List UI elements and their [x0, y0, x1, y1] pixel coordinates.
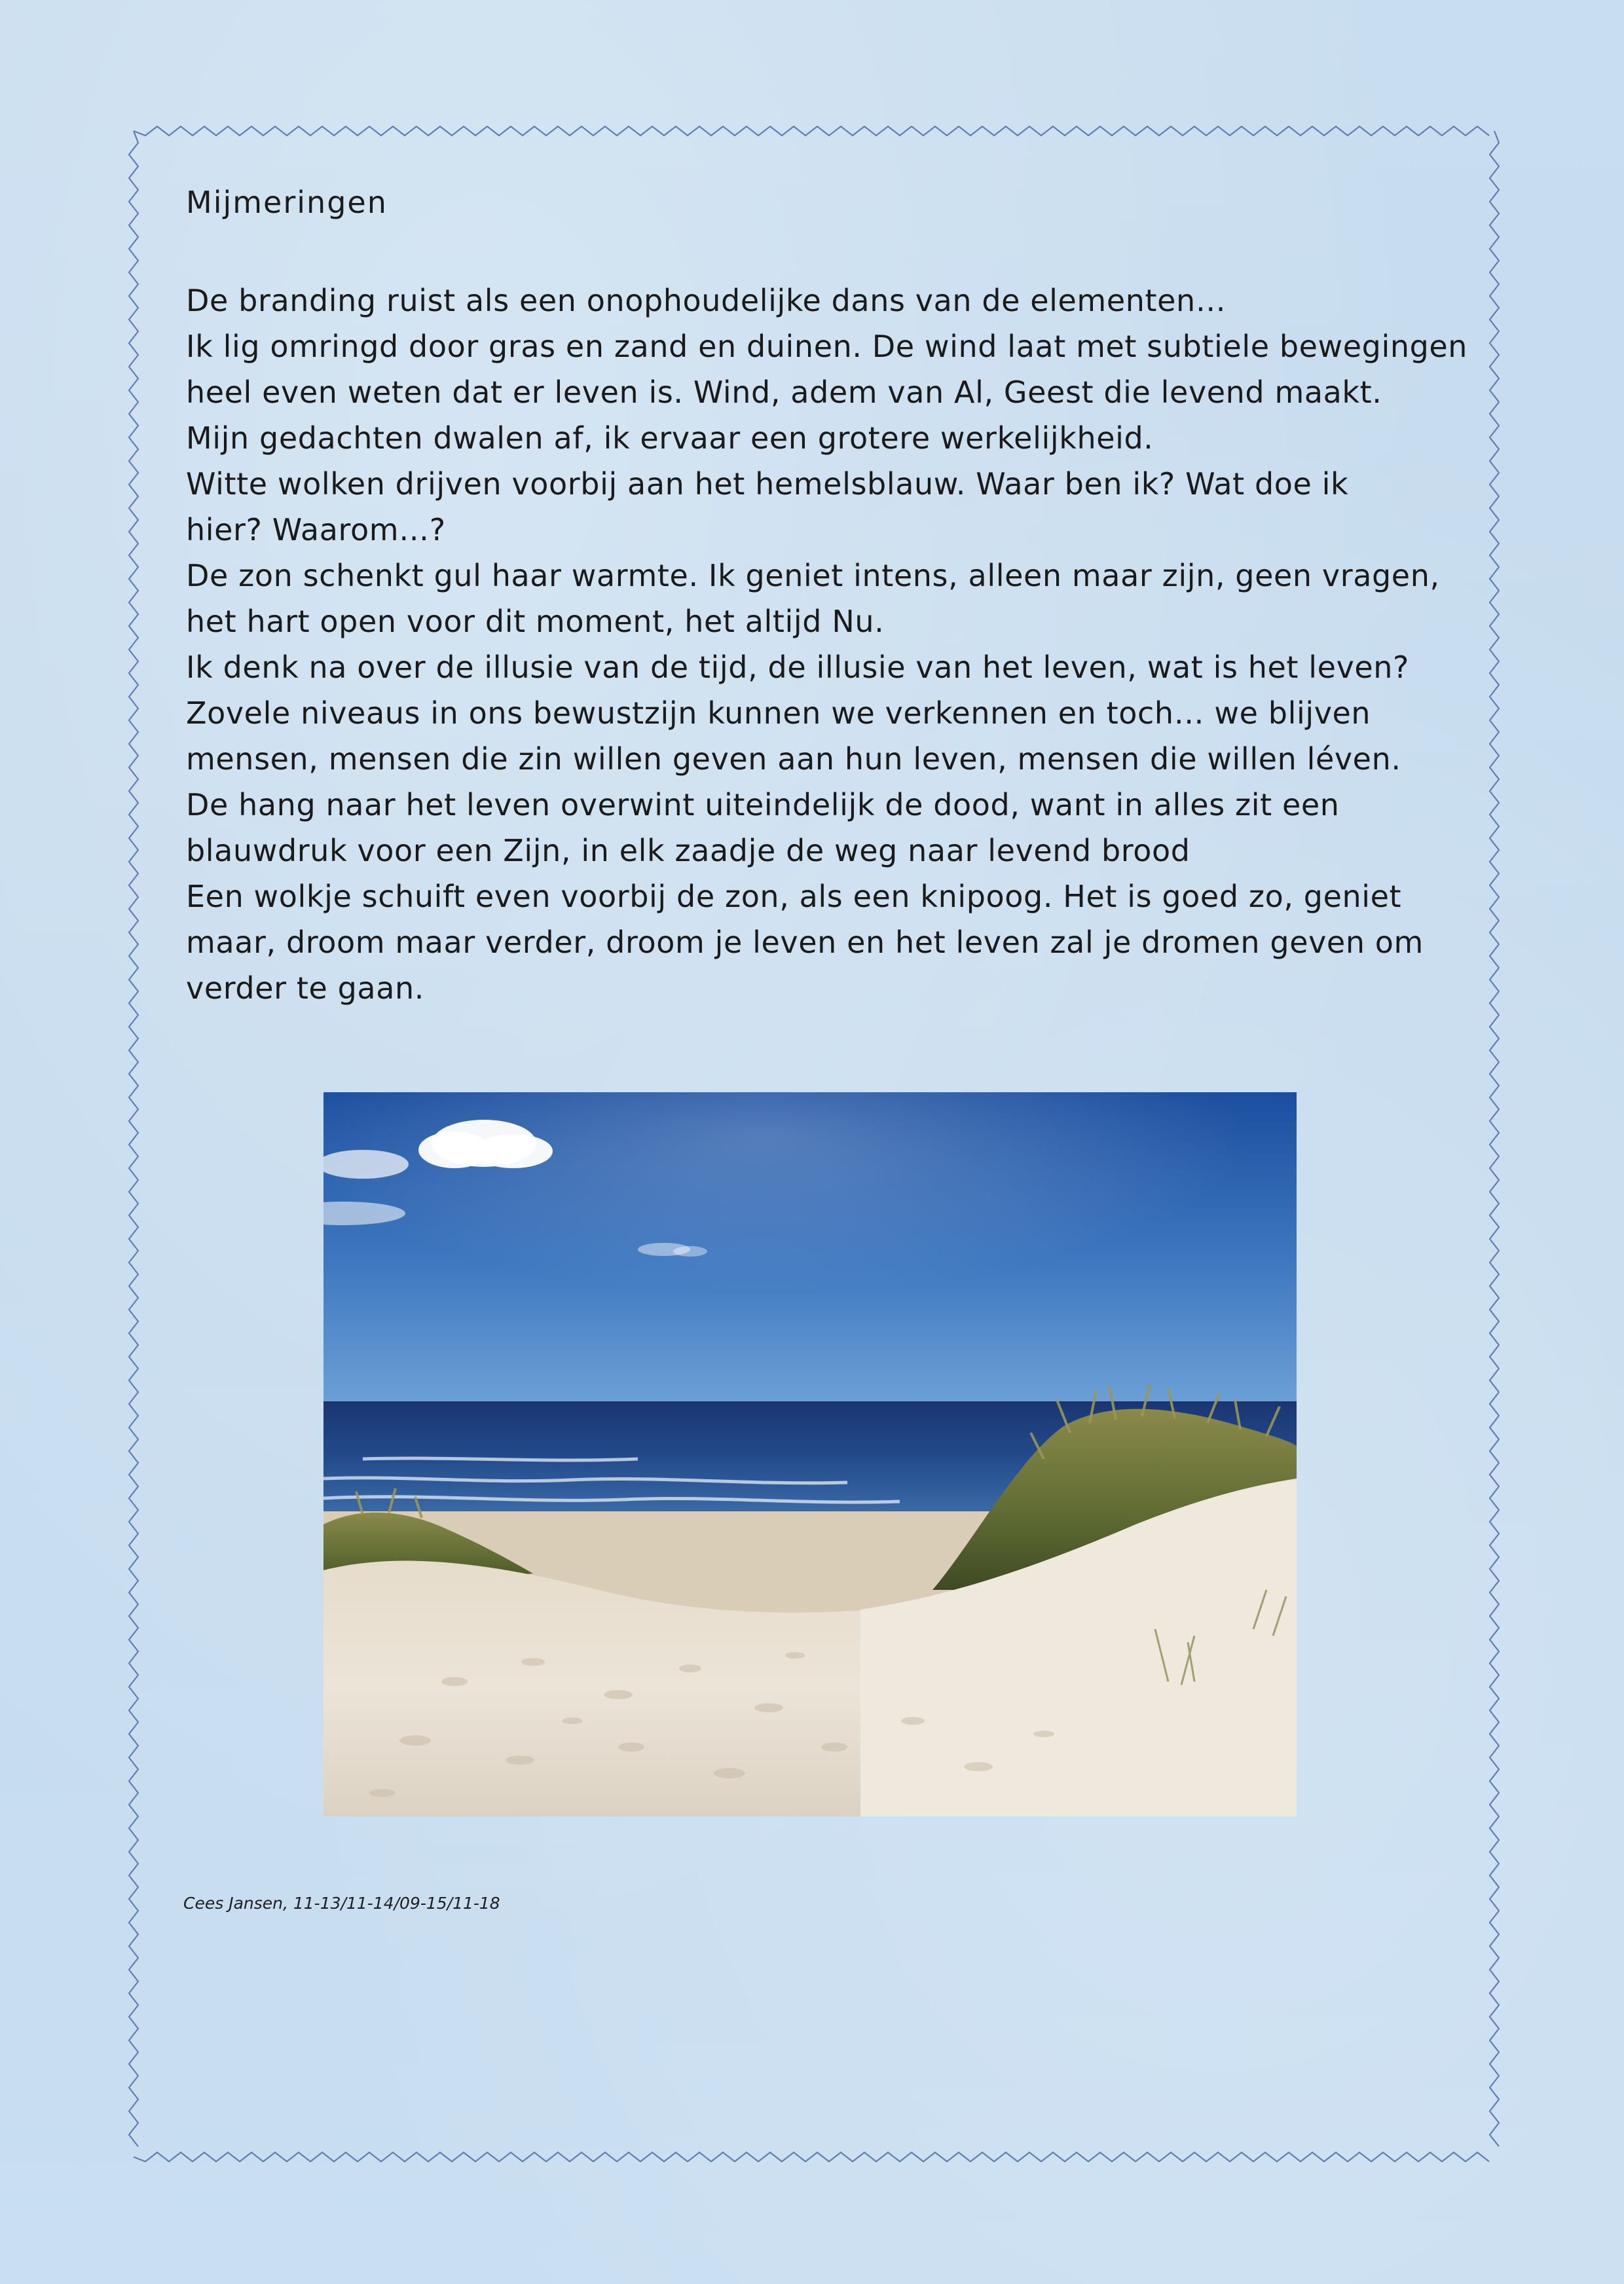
poem-line: heel even weten dat er leven is. Wind, adem van Al, Geest die levend maakt.: [186, 375, 1382, 410]
author-signature: Cees Jansen, 11-13/11-14/09-15/11-18: [183, 1894, 500, 1913]
poem-line: De branding ruist als een onophoudelijke dans van de elementen…: [186, 283, 1227, 318]
poem-line: Zovele niveaus in ons bewustzijn kunnen we verkennen en toch… we blijven: [186, 695, 1371, 731]
poem-line: Ik lig omringd door gras en zand en duinen. De wind laat met subtiele bewegingen: [186, 329, 1468, 364]
zigzag-border-edge: [134, 2152, 1489, 2162]
page-title: Mijmeringen: [186, 185, 388, 220]
poem-line: De hang naar het leven overwint uiteindelijk de dood, want in alles zit een: [186, 787, 1340, 822]
zigzag-border-edge: [129, 131, 138, 2146]
poem-line: blauwdruk voor een Zijn, in elk zaadje de weg naar levend brood: [186, 833, 1190, 868]
poem-line: mensen, mensen die zin willen geven aan hun leven, mensen die willen léven.: [186, 741, 1401, 777]
beach-dune-photo: [323, 1092, 1297, 1816]
poem-line: hier? Waarom…?: [186, 512, 446, 547]
poem-line: maar, droom maar verder, droom je leven en het leven zal je dromen geven om: [186, 925, 1424, 960]
poem-line: Ik denk na over de illusie van de tijd, de illusie van het leven, wat is het leven?: [186, 650, 1410, 685]
poem-line: verder te gaan.: [186, 970, 424, 1006]
poem-line: Witte wolken drijven voorbij aan het hemelsblauw. Waar ben ik? Wat doe ik: [186, 466, 1349, 502]
poem-line: Mijn gedachten dwalen af, ik ervaar een grotere werkelijkheid.: [186, 420, 1154, 456]
zigzag-border-edge: [1490, 131, 1499, 2146]
zigzag-border-edge: [134, 126, 1489, 136]
poem-text: [186, 278, 1483, 1011]
poem-line: De zon schenkt gul haar warmte. Ik geniet intens, alleen maar zijn, geen vragen,: [186, 558, 1440, 593]
poem-line: Een wolkje schuift even voorbij de zon, als een knipoog. Het is goed zo, geniet: [186, 879, 1402, 914]
poem-line: het hart open voor dit moment, het altijd Nu.: [186, 604, 885, 639]
